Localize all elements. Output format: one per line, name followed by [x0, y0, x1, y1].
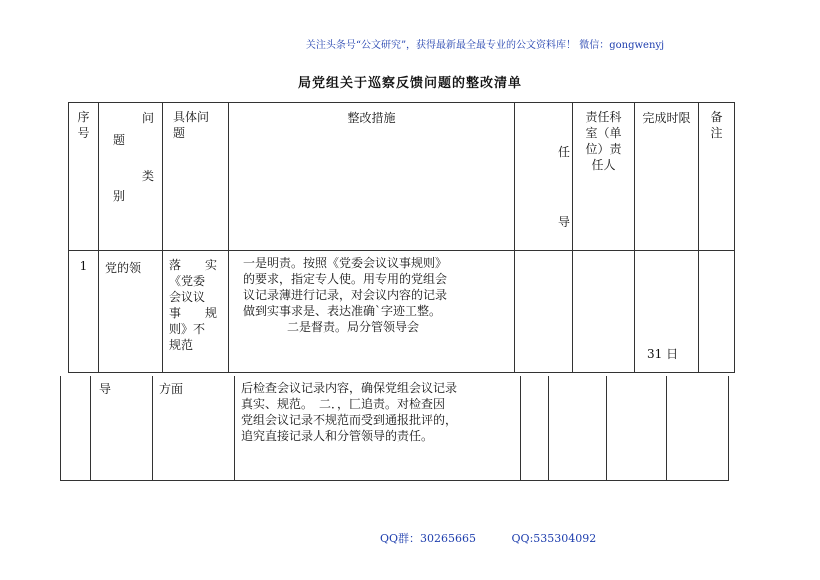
row1-problem-line: 会议议: [169, 290, 206, 304]
header-measures-label: 整改措施: [347, 111, 396, 125]
row1-note: [699, 251, 735, 373]
cont-category: [91, 376, 153, 480]
header-category: [99, 103, 163, 251]
row1-problem: [163, 251, 229, 373]
header-problem: [163, 103, 229, 251]
row1-measure-lines: [229, 251, 514, 335]
header-leader-char: 任: [557, 145, 570, 159]
header-note: [699, 103, 735, 251]
footer-qq: QQ:535304092: [511, 532, 597, 545]
header-responsible-line: 位）责: [585, 142, 622, 156]
row1-measure-line: 的要求，指定专人使。用专用的党组会: [243, 272, 448, 286]
header-seq-char: 序: [77, 110, 90, 124]
row1-problem-line: 则》不: [169, 322, 206, 336]
row1-seq: [69, 251, 99, 373]
row1-leader: [515, 251, 573, 373]
header-note-char: 备: [710, 110, 723, 124]
cont-measure-lines: [235, 376, 520, 444]
row1-problem-line: 规范: [169, 338, 194, 352]
header-measures: [229, 103, 515, 251]
header-leader: [515, 103, 573, 251]
header-deadline-label: 完成时限: [642, 111, 691, 125]
cont-note: [667, 376, 729, 480]
row1-seq-value: 1: [79, 259, 88, 273]
footer-contact: [380, 530, 628, 546]
cont-measure-line: 党组会议记录不规范而受到通报批评的，: [241, 413, 458, 427]
row1-category: [99, 251, 163, 373]
header-responsible: [573, 103, 635, 251]
cont-deadline: [607, 376, 667, 480]
cont-measures: [235, 376, 521, 480]
row1-measure-line: 二是督责。局分管领导会: [287, 320, 420, 334]
cont-leader: [521, 376, 549, 480]
row1-responsible: [573, 251, 635, 373]
row1-category-value: 党的领: [105, 261, 142, 275]
row1-measure-line: 做到实事求是、表达准确`字迹工整。: [243, 304, 442, 318]
row1-measure-line: 议记录薄进行记录，对会议内容的记录: [243, 288, 448, 302]
row1-measures: [229, 251, 515, 373]
row1-deadline-value: 31 日: [647, 347, 679, 361]
header-category-char: 问: [141, 111, 154, 125]
cont-measure-line: 追究直接记录人和分管领导的责任。: [241, 429, 434, 443]
row1-problem-line: 《党委: [169, 274, 206, 288]
row1-measure-line: 一是明责。按照《党委会议议事规则》: [243, 256, 448, 270]
header-responsible-line: 室（单: [585, 126, 622, 140]
row1-problem-lines: [163, 251, 228, 353]
table-row: [61, 376, 729, 480]
header-note-char: 注: [710, 126, 723, 140]
header-category-char: 题: [113, 133, 126, 147]
header-responsible-line: 任人: [591, 158, 616, 172]
row1-problem-line: 事 规: [169, 306, 218, 320]
cont-category-value: 导: [99, 382, 112, 396]
header-seq-char: 号: [77, 126, 90, 140]
cont-problem: [153, 376, 235, 480]
cont-problem-value: 方面: [159, 382, 184, 396]
header-leader-char: 导: [557, 215, 570, 229]
header-responsible-line: 责任科: [585, 110, 622, 124]
header-problem-line: 题: [173, 126, 186, 140]
cont-seq: [61, 376, 91, 480]
rectification-table-continued: [60, 376, 729, 481]
rectification-table: [68, 102, 735, 373]
cont-measure-line: 后检查会议记录内容，确保党组会议记录: [241, 381, 458, 395]
header-category-char: 别: [113, 189, 126, 203]
header-category-char: 类: [141, 169, 154, 183]
cont-measure-line: 真实、规范。 二．，匚追责。对检查因: [241, 397, 446, 411]
table-row: [69, 251, 735, 373]
document-title: 局党组关于巡察反馈问题的整改清单: [297, 76, 522, 91]
header-row: [69, 103, 735, 251]
row1-problem-line: 落 实: [169, 258, 218, 272]
cont-responsible: [549, 376, 607, 480]
header-seq: [69, 103, 99, 251]
footer-qq-group: QQ群：30265665: [380, 532, 477, 545]
header-note: 关注头条号“公文研究”，获得最新最全最专业的公文资料库！ 微信：gongwenyj: [305, 40, 665, 51]
row1-deadline: [635, 251, 699, 373]
header-deadline: [635, 103, 699, 251]
header-problem-line: 具体问: [173, 110, 210, 124]
